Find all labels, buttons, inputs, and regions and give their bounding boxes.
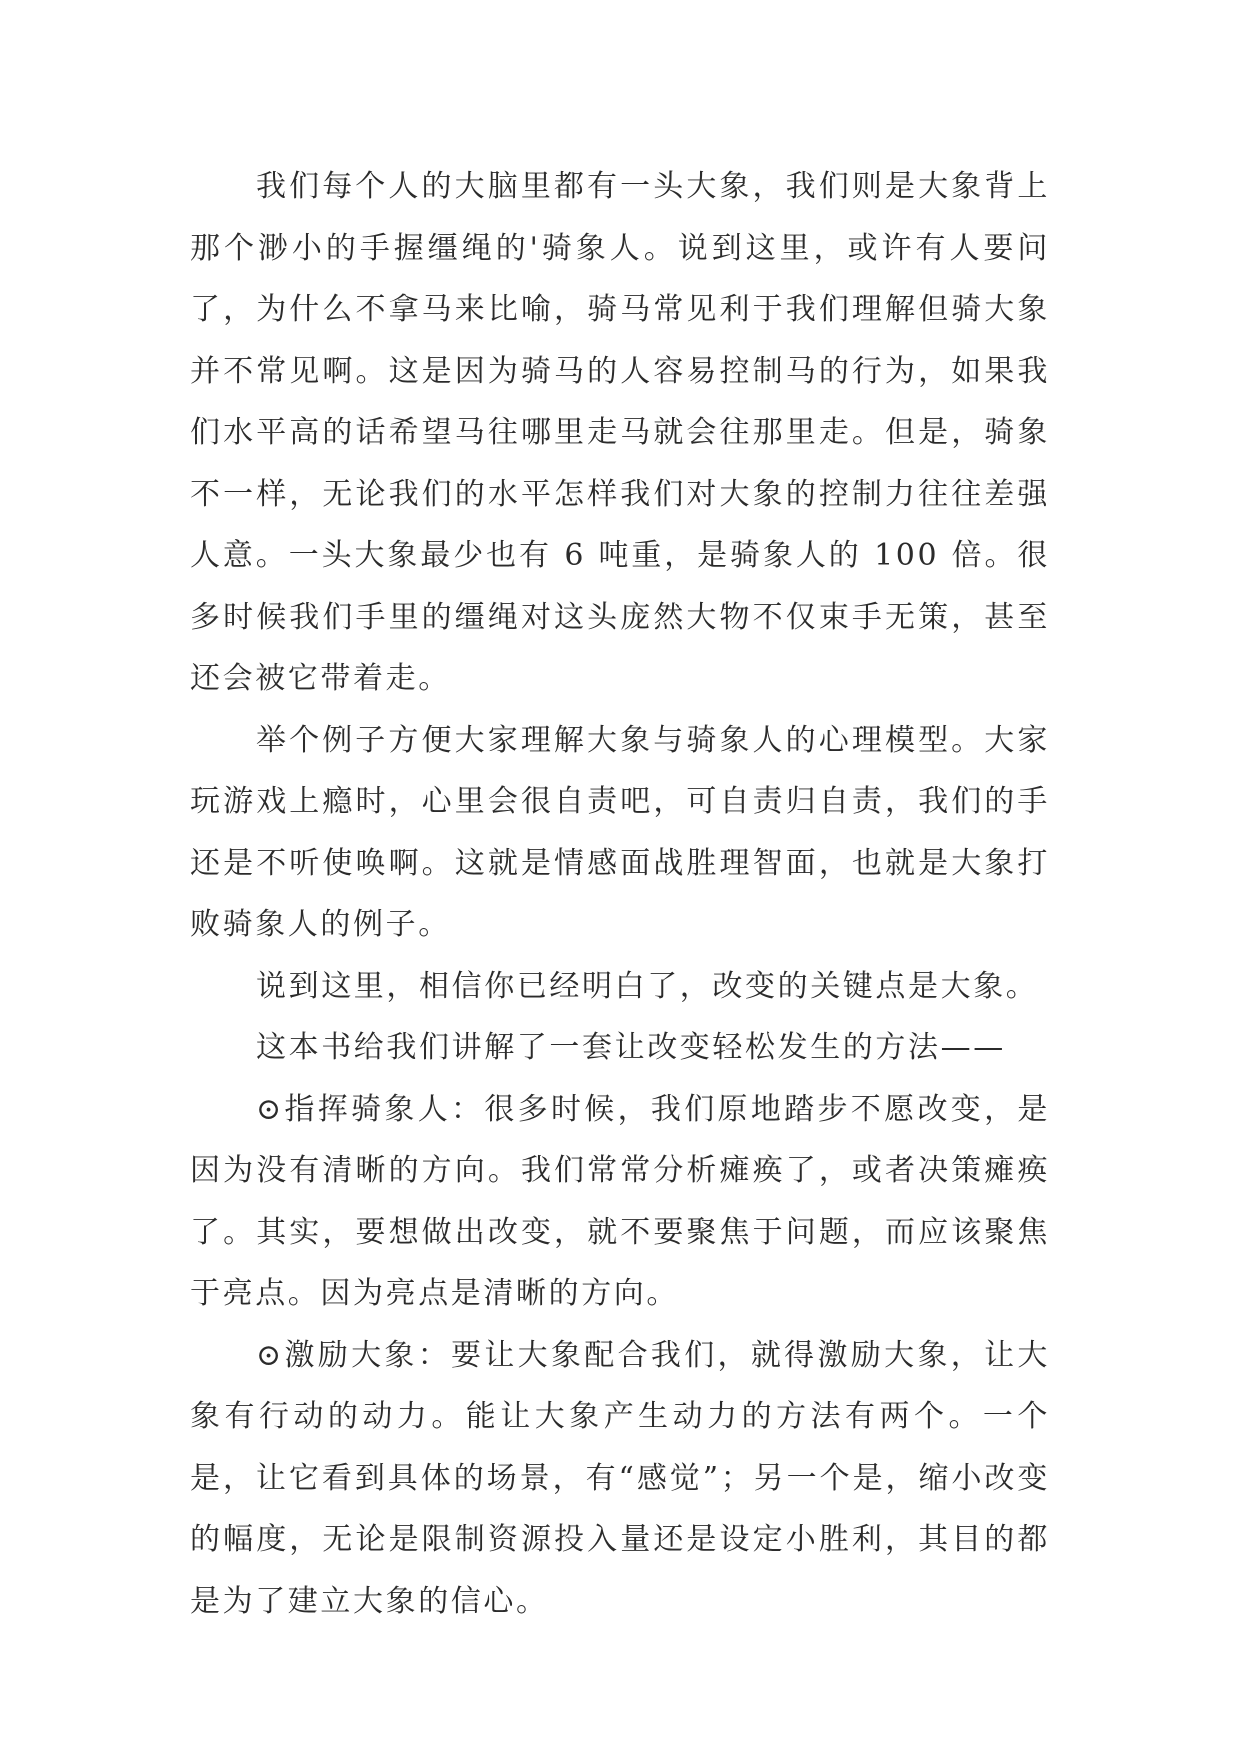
paragraph-motivate-elephant: ⊙激励大象：要让大象配合我们，就得激励大象，让大象有行动的动力。能让大象产生动力的方法有两个。一个是，让它看到具体的场景，有“感觉”；另一个是，缩小改变的幅度，无论是限制资源投入量还是设定小胜利，其目的都是为了建立大象的信心。 xyxy=(190,1337,1050,1619)
paragraph-elephant-metaphor: 我们每个人的大脑里都有一头大象，我们则是大象背上那个渺小的手握缰绳的'骑象人。说到这里，或许有人要问了，为什么不拿马来比喻，骑马常见利于我们理解但骑大象并不常见啊。这是因为骑马的人容易控制马的行为，如果我们水平高的话希望马往哪里走马就会往那里走。但是，骑象不一样，无论我们的水平怎样我们对大象的控制力往往差强人意。一头大象最少也有 6 吨重，是骑象人的 100 倍。很多时候我们手里的缰绳对这头庞然大物不仅束手无策，甚至还会被它带着走。 xyxy=(190,169,1050,696)
paragraph-direct-rider: ⊙指挥骑象人：很多时候，我们原地踏步不愿改变，是因为没有清晰的方向。我们常常分析瘫痪了，或者决策瘫痪了。其实，要想做出改变，就不要聚焦于问题，而应该聚焦于亮点。因为亮点是清晰的方向。 xyxy=(190,1091,1050,1311)
document-body xyxy=(190,156,1050,1632)
paragraph-method-intro: 这本书给我们讲解了一套让改变轻松发生的方法—— xyxy=(256,1030,1006,1065)
paragraph-game-example: 举个例子方便大家理解大象与骑象人的心理模型。大家玩游戏上瘾时，心里会很自责吧，可自责归自责，我们的手还是不听使唤啊。这就是情感面战胜理智面，也就是大象打败骑象人的例子。 xyxy=(190,722,1050,942)
paragraph-key-point: 说到这里，相信你已经明白了，改变的关键点是大象。 xyxy=(256,968,1039,1004)
